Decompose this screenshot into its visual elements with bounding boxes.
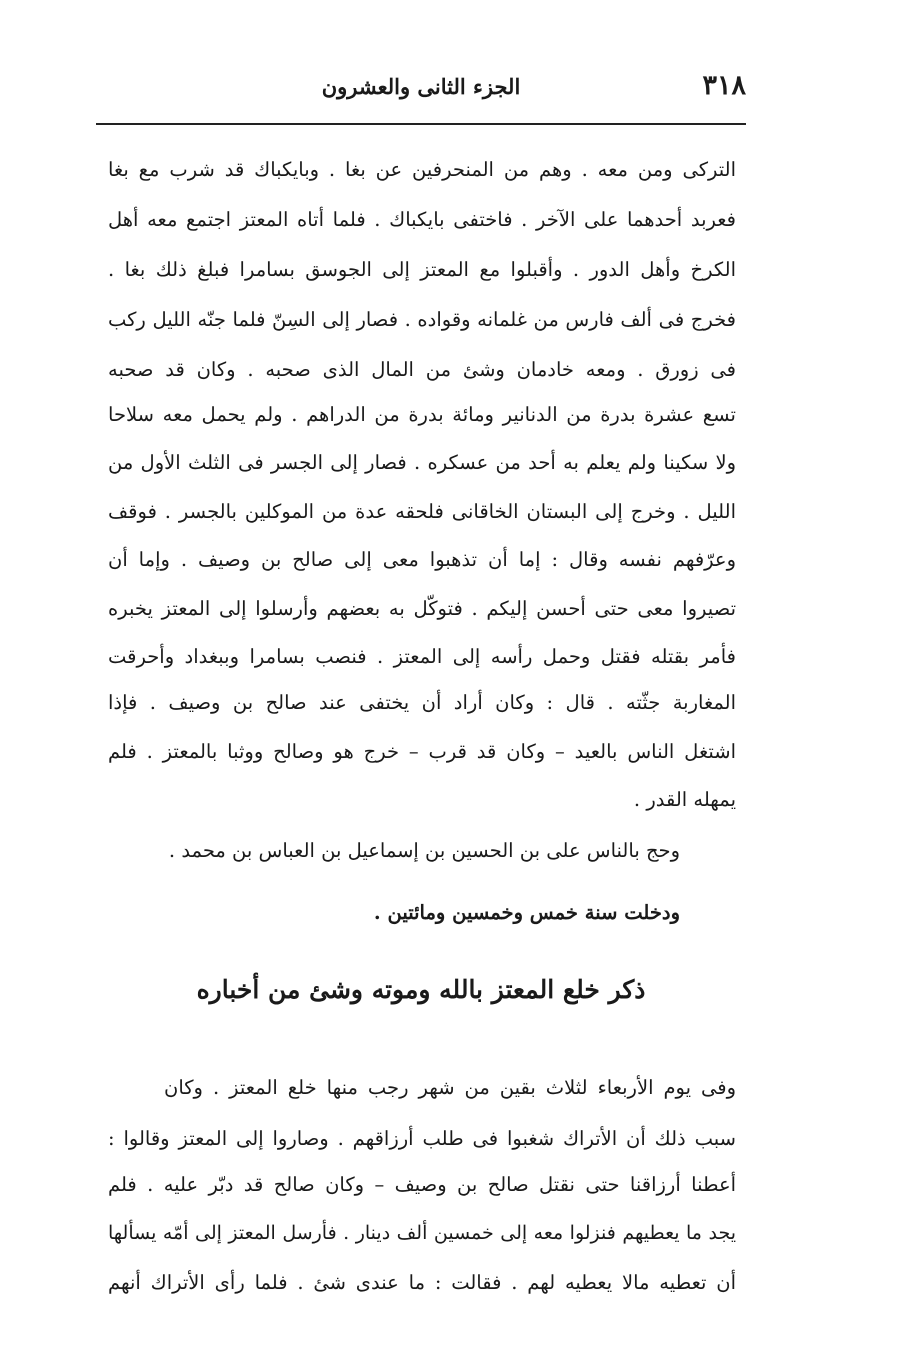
hajj-line: وحج بالناس على بن الحسين بن إسماعيل بن العباس بن محمد . <box>168 839 680 862</box>
page-header <box>96 68 746 108</box>
header-rule <box>96 123 746 125</box>
page-number: ٣١٨ <box>702 70 746 101</box>
text-line: أعطنا أرزاقنا حتى نقتل صالح بن وصيف – وكان صالح قد دبّر عليه . فلم <box>108 1173 736 1196</box>
text-line: التركى ومن معه . وهم من المنحرفين عن بغا . وبايكباك قد شرب مع بغا <box>108 158 736 181</box>
text-line: اشتغل الناس بالعيد – وكان قد قرب – خرج هو وصالح ووثبا بالمعتز . فلم <box>108 740 736 763</box>
text-line: تصيروا معى حتى أحسن إليكم . فتوكّل به بعضهم وأرسلوا إلى المعتز يخبره <box>108 597 736 620</box>
text-line: المغاربة جثّته . قال : وكان أراد أن يختفى عند صالح بن وصيف . فإذا <box>108 691 736 714</box>
text-line: فأمر بقتله فقتل وحمل رأسه إلى المعتز . فنصب بسامرا وببغداد وأحرقت <box>108 645 736 668</box>
text-line: تسع عشرة بدرة من الدنانير ومائة بدرة من الدراهم . ولم يحمل معه سلاحا <box>108 403 736 426</box>
text-line: وفى يوم الأربعاء لثلاث بقين من شهر رجب منها خلع المعتز . وكان <box>164 1076 736 1099</box>
running-head: الجزء الثانى والعشرون <box>321 74 521 99</box>
text-line: الكرخ وأهل الدور . وأقبلوا مع المعتز إلى الجوسق بسامرا فبلغ ذلك بغا . <box>108 258 736 281</box>
text-line: ولا سكينا ولم يعلم به أحد من عسكره . فصار إلى الجسر فى الثلث الأول من <box>108 451 736 474</box>
text-line: أن تعطيه مالا يعطيه لهم . فقالت : ما عندى شئ . فلما رأى الأتراك أنهم <box>108 1271 736 1294</box>
text-line: يجد ما يعطيهم فنزلوا معه إلى خمسين ألف دينار . فأرسل المعتز إلى أمّه يسألها <box>108 1222 736 1244</box>
text-line: فخرج فى ألف فارس من غلمانه وقواده . فصار إلى السِنّ فلما جنّه الليل ركب <box>108 308 736 331</box>
text-line: فى زورق . ومعه خادمان وشئ من المال الذى صحبه . وكان قد صحبه <box>108 358 736 381</box>
text-line: يمهله القدر . <box>633 788 736 811</box>
text-line: وعرّفهم نفسه وقال : إما أن تذهبوا معى إلى صالح بن وصيف . وإما أن <box>108 548 736 571</box>
section-heading: ذكر خلع المعتز بالله وموته وشئ من أخباره <box>196 975 646 1004</box>
year-line: ودخلت سنة خمس وخمسين ومائتين . <box>373 901 680 924</box>
text-line: الليل . وخرج إلى البستان الخاقانى فلحقه عدة من الموكلين بالجسر . فوقف <box>108 500 736 523</box>
text-line: سبب ذلك أن الأتراك شغبوا فى طلب أرزاقهم . وصاروا إلى المعتز وقالوا : <box>108 1127 736 1150</box>
text-line: فعربد أحدهما على الآخر . فاختفى بايكباك . فلما أتاه المعتز اجتمع معه أهل <box>108 208 736 231</box>
